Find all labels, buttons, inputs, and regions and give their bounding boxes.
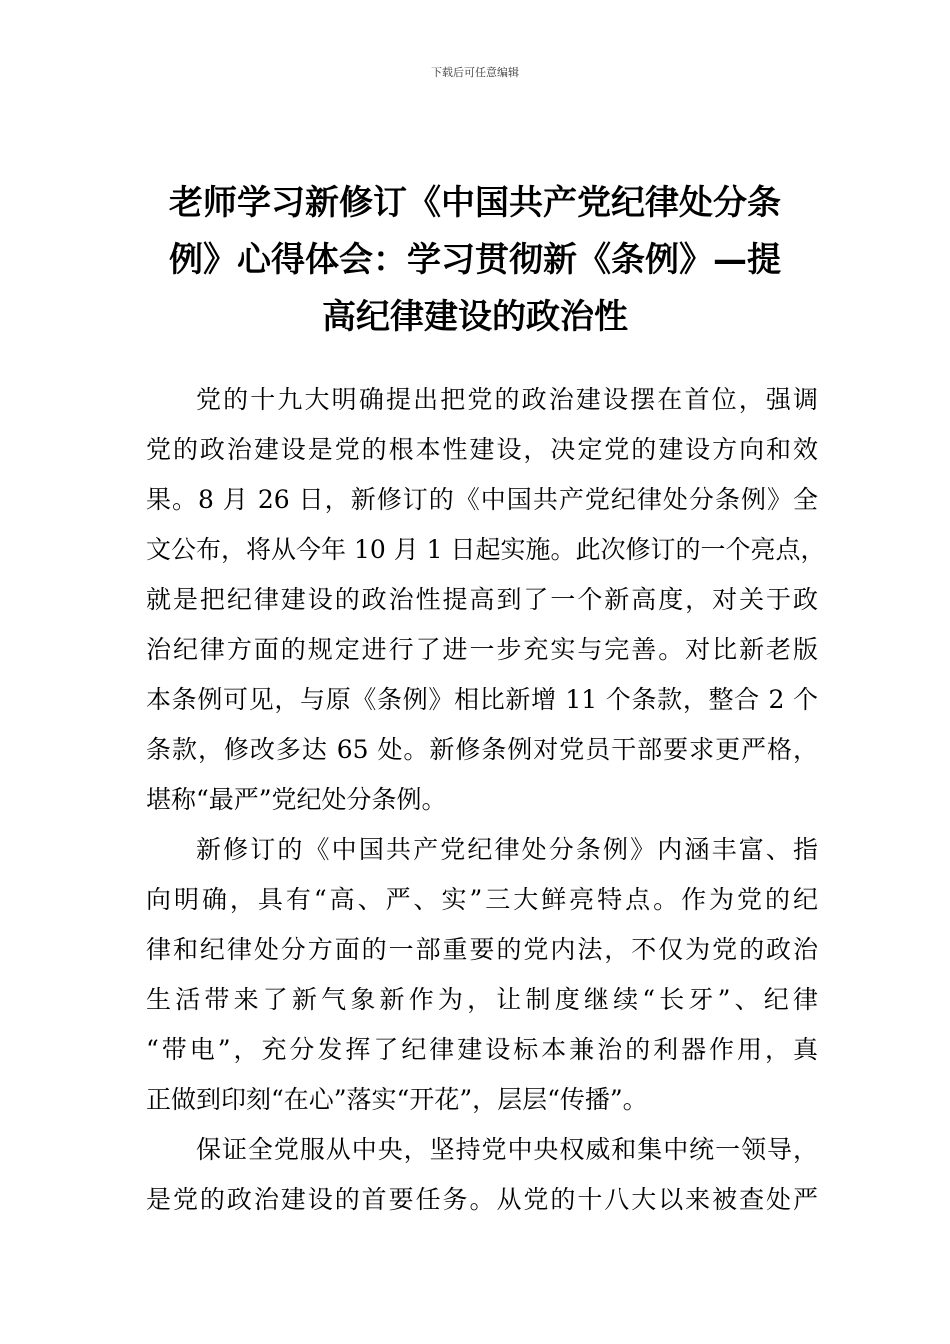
text-line: 是党的政治建设的首要任务。从党的十八大以来被查处严 <box>146 1185 818 1214</box>
paragraph-2 <box>146 825 818 1125</box>
text-line: 条款，修改多达 65 处。新修条例对党员干部要求更严格， <box>146 735 818 764</box>
page-header: 下载后可任意编辑 <box>431 66 519 79</box>
text-line: 就是把纪律建设的政治性提高到了一个新高度，对关于政 <box>146 585 818 614</box>
title-line: 例》心得体会：学习贯彻新《条例》—提 <box>169 240 781 280</box>
text-line: 堪称“最严”党纪处分条例。 <box>146 785 447 814</box>
paragraph-1 <box>146 375 826 825</box>
text-line: 正做到印刻“在心”落实“开花”，层层“传播”。 <box>146 1085 648 1114</box>
text-line: 向明确，具有“高、严、实”三大鲜亮特点。作为党的纪 <box>146 885 818 914</box>
text-line: “带电”，充分发挥了纪律建设标本兼治的利器作用，真 <box>146 1035 818 1064</box>
paragraph-3 <box>146 1125 818 1225</box>
text-line: 文公布，将从今年 10 月 1 日起实施。此次修订的一个亮点， <box>146 535 826 564</box>
text-line: 律和纪律处分方面的一部重要的党内法，不仅为党的政治 <box>146 935 818 964</box>
text-line: 党的十九大明确提出把党的政治建设摆在首位，强调 <box>196 385 818 414</box>
text-line: 新修订的《中国共产党纪律处分条例》内涵丰富、指 <box>196 835 818 864</box>
title-line: 老师学习新修订《中国共产党纪律处分条 <box>169 183 781 223</box>
text-line: 保证全党服从中央，坚持党中央权威和集中统一领导， <box>196 1135 818 1164</box>
title-line: 高纪律建设的政治性 <box>322 297 628 337</box>
document-title <box>140 175 810 346</box>
text-line: 党的政治建设是党的根本性建设，决定党的建设方向和效 <box>146 435 818 464</box>
document-body <box>146 375 826 1225</box>
text-line: 治纪律方面的规定进行了进一步充实与完善。对比新老版 <box>146 635 818 664</box>
text-line: 果。8 月 26 日，新修订的《中国共产党纪律处分条例》全 <box>146 485 818 514</box>
text-line: 生活带来了新气象新作为，让制度继续“长牙”、纪律 <box>146 985 818 1014</box>
text-line: 本条例可见，与原《条例》相比新增 11 个条款，整合 2 个 <box>146 685 818 714</box>
